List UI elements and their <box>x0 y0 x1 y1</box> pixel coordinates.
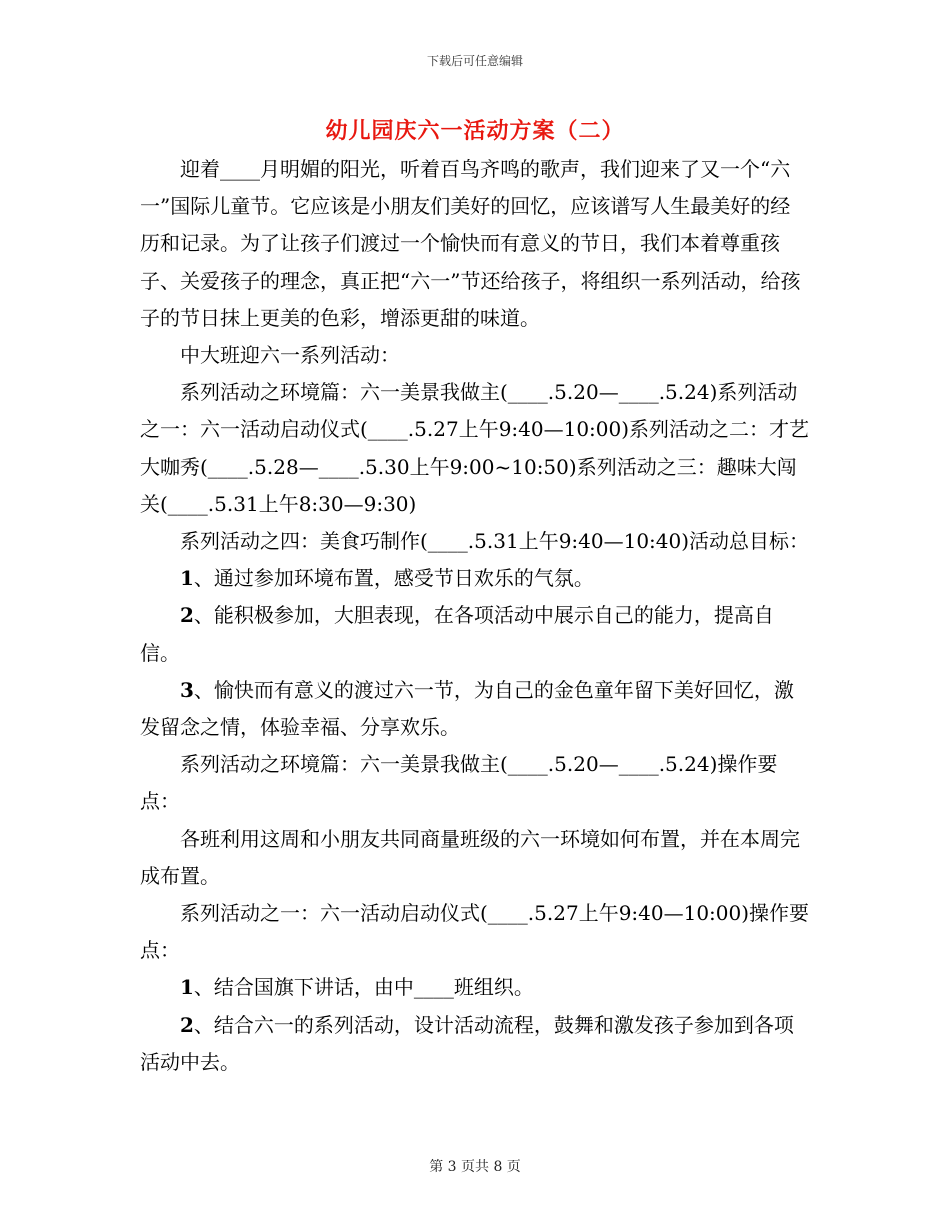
numbered-item <box>140 1007 810 1081</box>
list-number: 2 <box>180 1012 194 1037</box>
document-body <box>140 151 810 1081</box>
numbered-item <box>140 969 810 1006</box>
numbered-item <box>140 597 810 671</box>
paragraph-text: 、能积极参加，大胆表现，在各项活动中展示自己的能力，提高自信。 <box>140 603 774 665</box>
numbered-item <box>140 672 810 746</box>
paragraph-text: 、通过参加环境布置，感受节日欢乐的气氛。 <box>193 566 594 591</box>
paragraph <box>140 337 810 374</box>
paragraph-text: 中大班迎六一系列活动： <box>180 343 400 368</box>
paragraph-text: 、愉快而有意义的渡过六一节，为自己的金色童年留下美好回忆，激发留念之情，体验幸福、分享欢乐。 <box>140 677 794 740</box>
numbered-item <box>140 560 810 597</box>
paragraph <box>140 523 810 560</box>
paragraph-text: 系列活动之一：六一活动启动仪式(____.5.27上午9:40—10:00)操作要点： <box>140 901 810 963</box>
document-title: 幼儿园庆六一活动方案（二） <box>325 118 625 144</box>
paragraph-text: 、结合六一的系列活动，设计活动流程，鼓舞和激发孩子参加到各项活动中去。 <box>140 1012 794 1074</box>
list-number: 2 <box>180 603 194 628</box>
paragraph-text: 迎着____月明媚的阳光，听着百鸟齐鸣的歌声，我们迎来了又一个“六一”国际儿童节。它应该是小朋友们美好的回忆，应该谱写人生最美好的经历和记录。为了让孩子们渡过一个愉快而有意义的节日，我们本着尊重孩子、关爱孩子的理念，真正把“六一”节还给孩子，将组织一系列活动，给孩子的节日抹上更美的色彩，增添更甜的味道。 <box>140 157 801 330</box>
paragraph-text: 各班利用这周和小朋友共同商量班级的六一环境如何布置，并在本周完成布置。 <box>140 826 800 888</box>
list-number: 3 <box>180 677 194 702</box>
header-note: 下载后可任意编辑 <box>426 54 523 68</box>
paragraph-text: 系列活动之环境篇：六一美景我做主(____.5.20—____.5.24)系列活动之一：六一活动启动仪式(____.5.27上午9:40—10:00)系列活动之二：才艺大咖秀(____.5.28—____.5.30上午9:00~10:50)系列活动之三：趣味大闯关(____.5.31上午8:30—9:30) <box>140 380 810 516</box>
page-number: 第 3 页共 8 页 <box>429 1159 521 1175</box>
paragraph-text: 系列活动之环境篇：六一美景我做主(____.5.20—____.5.24)操作要点： <box>140 752 778 814</box>
paragraph <box>140 821 810 895</box>
list-number: 1 <box>180 566 194 591</box>
list-number: 1 <box>180 975 194 1000</box>
paragraph <box>140 746 810 820</box>
paragraph-text: 系列活动之四：美食巧制作(____.5.31上午9:40—10:40)活动总目标： <box>180 529 810 554</box>
paragraph <box>140 895 810 969</box>
paragraph-text: 、结合国旗下讲话，由中____班组织。 <box>193 975 534 1000</box>
paragraph <box>140 374 810 523</box>
paragraph <box>140 151 810 337</box>
